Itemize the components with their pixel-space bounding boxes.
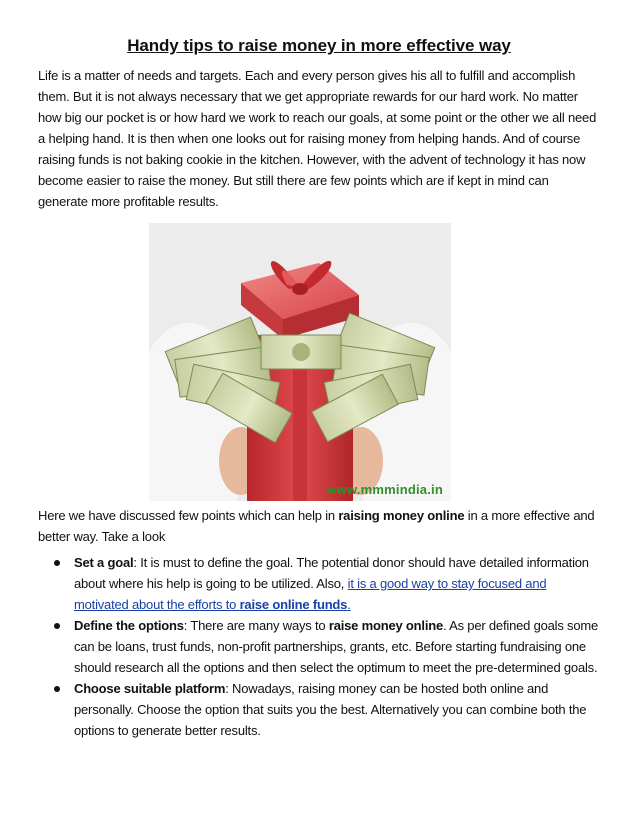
link-bold-text: raise online funds <box>239 597 348 612</box>
tips-list <box>38 552 600 741</box>
bullet-icon <box>54 686 60 692</box>
tip-heading: Define the options <box>74 618 184 633</box>
points-intro-paragraph <box>38 505 600 547</box>
document-page <box>38 36 600 741</box>
list-item <box>38 615 600 678</box>
list-item <box>38 678 600 741</box>
bullet-icon <box>54 560 60 566</box>
tip-heading: Choose suitable platform <box>74 681 226 696</box>
points-intro-before: Here we have discussed few points which can help in <box>38 508 339 523</box>
gift-box-illustration <box>149 223 451 501</box>
list-item <box>38 552 600 615</box>
intro-paragraph: Life is a matter of needs and targets. Each and every person gives his all to fulfill and accomplish them. But it is not always necessary that we get appropriate rewards for our hard work. No matter how big our pocket is or how hard we work to reach our goals, at some point or the other we all need a helping hand. It is then when one looks out for raising money from helping hands. And of course raising funds is not baking cookie in the kitchen. However, with the advent of technology it has now become easier to raise the money. But still there are few points which are if kept in mind can generate more profitable results. <box>38 68 597 209</box>
bullet-icon <box>54 623 60 629</box>
points-intro-bold: raising money online <box>338 508 465 523</box>
tip-text: : There are many ways to <box>183 618 329 633</box>
tip-bold-text: raise money online <box>328 618 444 633</box>
points-intro-after: in a more effective and better way. Take a look <box>38 508 595 544</box>
gift-money-image <box>149 223 451 501</box>
tip-text: : Nowadays, raising money can be hosted both online and personally. Choose the option that suits you the best. Alternatively you can combine both the options to generate better results. <box>74 681 587 738</box>
image-watermark: www.mmmindia.in <box>326 482 443 497</box>
document-title: Handy tips to raise money in more effective way <box>127 36 511 55</box>
tip-text-continued: . As per defined goals some can be loans, trust funds, non-profit partnerships, grants, etc. Before starting fundraising one should research all the options and then select the optimum to meet the pre-determined goals. <box>74 618 599 675</box>
tip-heading: Set a goal <box>74 555 134 570</box>
link-end: . <box>347 597 351 612</box>
link-text: it is a good way to stay focused and motivated about the efforts to <box>74 576 547 612</box>
tip-text: : It is must to define the goal. The potential donor should have detailed information about where his help is going to be utilized. Also, <box>74 555 589 591</box>
